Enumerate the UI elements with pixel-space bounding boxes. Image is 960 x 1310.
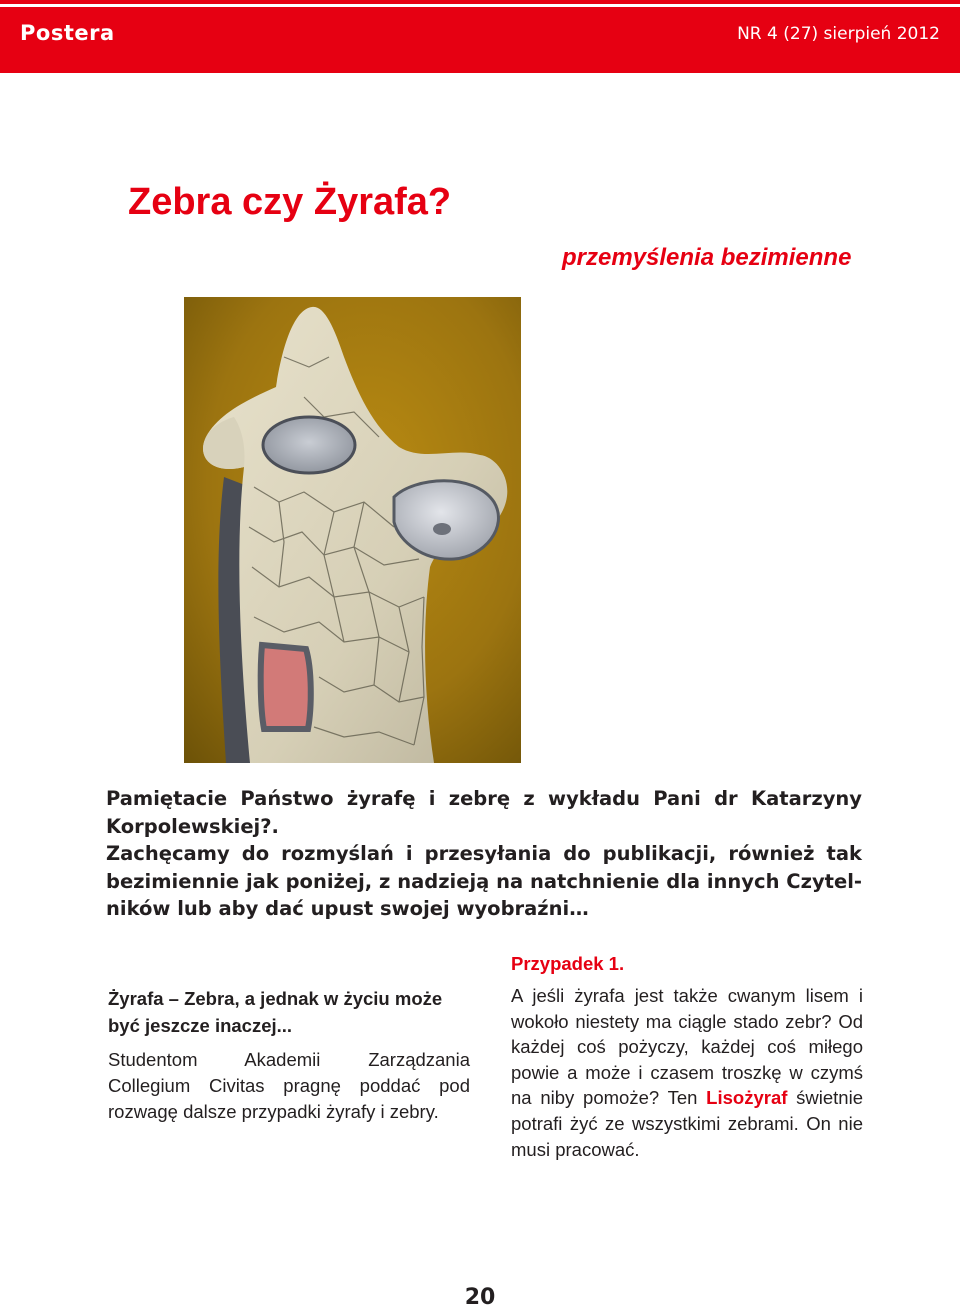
- intro-line: Zachęcamy do rozmyślań i przesyłania do publikacji, również tak: [106, 842, 862, 865]
- right-column-text: A jeśli żyrafa jest także cwanym lisem i wokoło niestety ma ciągle stado zebr? Od każdej coś pożyczy, każdej coś miłego powie a może i czasem troszkę w czymś na niby pomoże? Ten: [511, 985, 863, 1109]
- photo-illustration: [184, 297, 521, 763]
- intro-line: Korpolewskiej?.: [106, 814, 279, 838]
- right-column-heading: Przypadek 1.: [511, 953, 625, 974]
- header-bar: [0, 4, 960, 73]
- intro-line: bezimiennie jak poniżej, z nadzieją na natchnienie dla innych Czytel-: [106, 869, 862, 893]
- left-column-body: Studentom Akademii Zarządzania Collegium Civitas pragnę poddać pod rozwagę dalsze przypadki żyrafy i zebry.: [108, 1049, 470, 1122]
- magazine-brand: Postera: [20, 21, 115, 45]
- ceramic-giraffe-photo: [184, 297, 521, 763]
- right-column-body: [511, 983, 863, 1162]
- intro-paragraph: [106, 785, 862, 923]
- right-column-text-end: świetnie potrafi żyć ze wszystkimi zebrami. On nie musi pracować.: [511, 1087, 863, 1160]
- left-column-heading: Żyrafa – Zebra, a jednak w życiu może być jeszcze inaczej...: [108, 988, 443, 1036]
- left-column: [108, 985, 470, 1125]
- highlighted-term: Lisożyraf: [706, 1087, 788, 1109]
- right-column: [511, 951, 863, 1162]
- article-subtitle: przemyślenia bezimienne: [562, 244, 852, 271]
- page-number: 20: [464, 1285, 496, 1310]
- issue-label: NR 4 (27) sierpień 2012: [737, 24, 940, 44]
- intro-line: ników lub aby dać upust swojej wyobraźni…: [106, 897, 589, 920]
- intro-line: Pamiętacie Państwo żyrafę i zebrę z wykładu Pani dr Katarzyny: [106, 787, 862, 810]
- article-title: Zebra czy Żyrafa?: [128, 181, 452, 223]
